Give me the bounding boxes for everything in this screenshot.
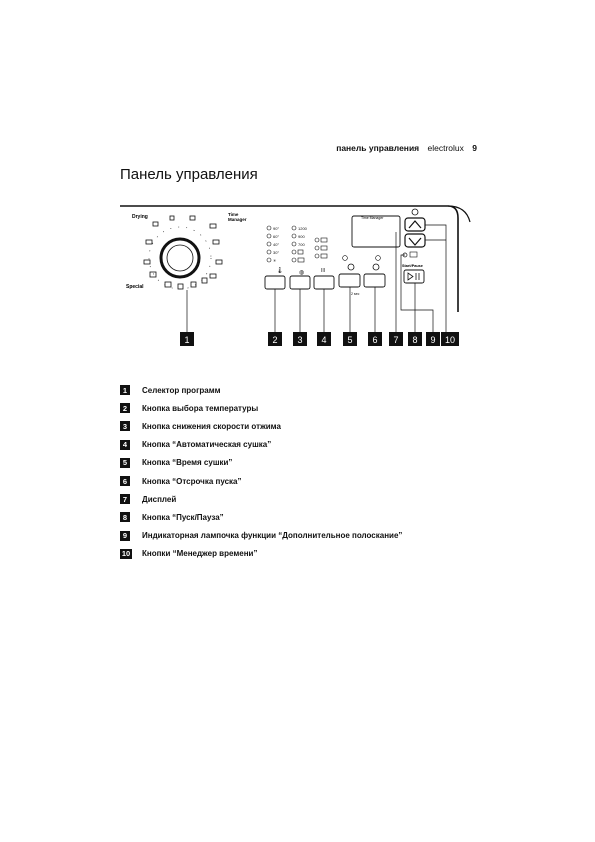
list-item xyxy=(120,545,402,563)
legend-list xyxy=(120,381,402,563)
legend-text: Кнопка “Автоматическая сушка” xyxy=(142,440,272,450)
legend-text: Кнопка “Отсрочка пуска” xyxy=(142,476,242,486)
special-label: Special xyxy=(126,284,144,290)
temperature-button[interactable] xyxy=(265,276,285,289)
legend-number: 3 xyxy=(120,421,130,431)
svg-text:900: 900 xyxy=(298,234,305,239)
list-item xyxy=(120,436,402,454)
display-label: Time Manager xyxy=(361,216,384,220)
legend-text: Кнопки “Менеджер времени” xyxy=(142,549,258,559)
svg-text:2: 2 xyxy=(272,335,278,345)
button-icons xyxy=(276,264,379,276)
svg-text:700: 700 xyxy=(298,242,305,247)
svg-text:1: 1 xyxy=(184,335,190,345)
section-title: панель управления xyxy=(336,143,420,153)
legend-text: Индикаторная лампочка функции “Дополнительное полоскание” xyxy=(142,531,403,541)
page-number: 9 xyxy=(472,143,477,153)
legend-text: Селектор программ xyxy=(142,385,221,395)
legend-number: 1 xyxy=(120,385,130,395)
legend-number: 2 xyxy=(120,403,130,413)
svg-text:90°: 90° xyxy=(273,226,280,231)
list-item xyxy=(120,472,402,490)
legend-text: Дисплей xyxy=(142,494,177,504)
legend-number: 6 xyxy=(120,476,130,486)
list-item xyxy=(120,454,402,472)
callout-markers xyxy=(180,332,459,346)
svg-text:Manager: Manager xyxy=(228,217,247,222)
svg-text:30°: 30° xyxy=(273,250,280,255)
legend-text: Кнопка выбора температуры xyxy=(142,403,259,413)
list-item xyxy=(120,417,402,435)
svg-text:9: 9 xyxy=(430,335,436,345)
svg-text:7: 7 xyxy=(393,335,399,345)
svg-text:4: 4 xyxy=(321,335,327,345)
svg-text:5: 5 xyxy=(347,335,353,345)
svg-text:60°: 60° xyxy=(273,234,280,239)
time-manager-up-button[interactable] xyxy=(405,218,425,231)
svg-text:10: 10 xyxy=(444,335,456,345)
spin-reduction-button[interactable] xyxy=(290,276,310,289)
brand-name: electrolux xyxy=(427,143,464,153)
temperature-leds xyxy=(267,226,279,263)
drying-leds xyxy=(315,238,327,258)
legend-number: 8 xyxy=(120,512,130,522)
auto-dry-button[interactable] xyxy=(314,276,334,289)
svg-text:◍: ◍ xyxy=(299,270,305,276)
control-panel-illustration xyxy=(118,192,478,352)
drying-label: Drying xyxy=(132,214,148,220)
svg-text:1200: 1200 xyxy=(298,226,307,231)
delay-start-button[interactable] xyxy=(364,274,385,287)
display xyxy=(352,216,400,247)
svg-text:3: 3 xyxy=(297,335,303,345)
page-header xyxy=(336,143,477,153)
svg-text:✳: ✳ xyxy=(273,258,277,263)
svg-text:III: III xyxy=(321,268,326,274)
svg-text:40°: 40° xyxy=(273,242,280,247)
legend-number: 10 xyxy=(121,549,131,559)
svg-text:8: 8 xyxy=(412,335,418,345)
legend-number: 4 xyxy=(120,440,130,450)
legend-number: 5 xyxy=(120,458,130,468)
legend-number: 9 xyxy=(120,531,130,541)
list-item xyxy=(120,490,402,508)
list-item xyxy=(120,508,402,526)
legend-number: 7 xyxy=(120,494,130,504)
drying-time-button[interactable] xyxy=(339,274,360,287)
legend-text: Кнопка снижения скорости отжима xyxy=(142,421,281,431)
page-title: Панель управления xyxy=(120,166,258,183)
svg-text:6: 6 xyxy=(372,335,378,345)
start-pause-button[interactable] xyxy=(404,270,424,283)
list-item xyxy=(120,381,402,399)
eco-label: 2 sec xyxy=(351,292,360,296)
svg-text:🌡: 🌡 xyxy=(276,268,284,274)
list-item xyxy=(120,399,402,417)
list-item xyxy=(120,527,402,545)
legend-text: Кнопка “Время сушки” xyxy=(142,458,233,468)
time-manager-label: Time xyxy=(228,212,239,217)
start-pause-label: Start/Pause xyxy=(402,264,423,268)
spin-leds xyxy=(292,226,308,262)
legend-text: Кнопка “Пуск/Пауза” xyxy=(142,512,224,522)
